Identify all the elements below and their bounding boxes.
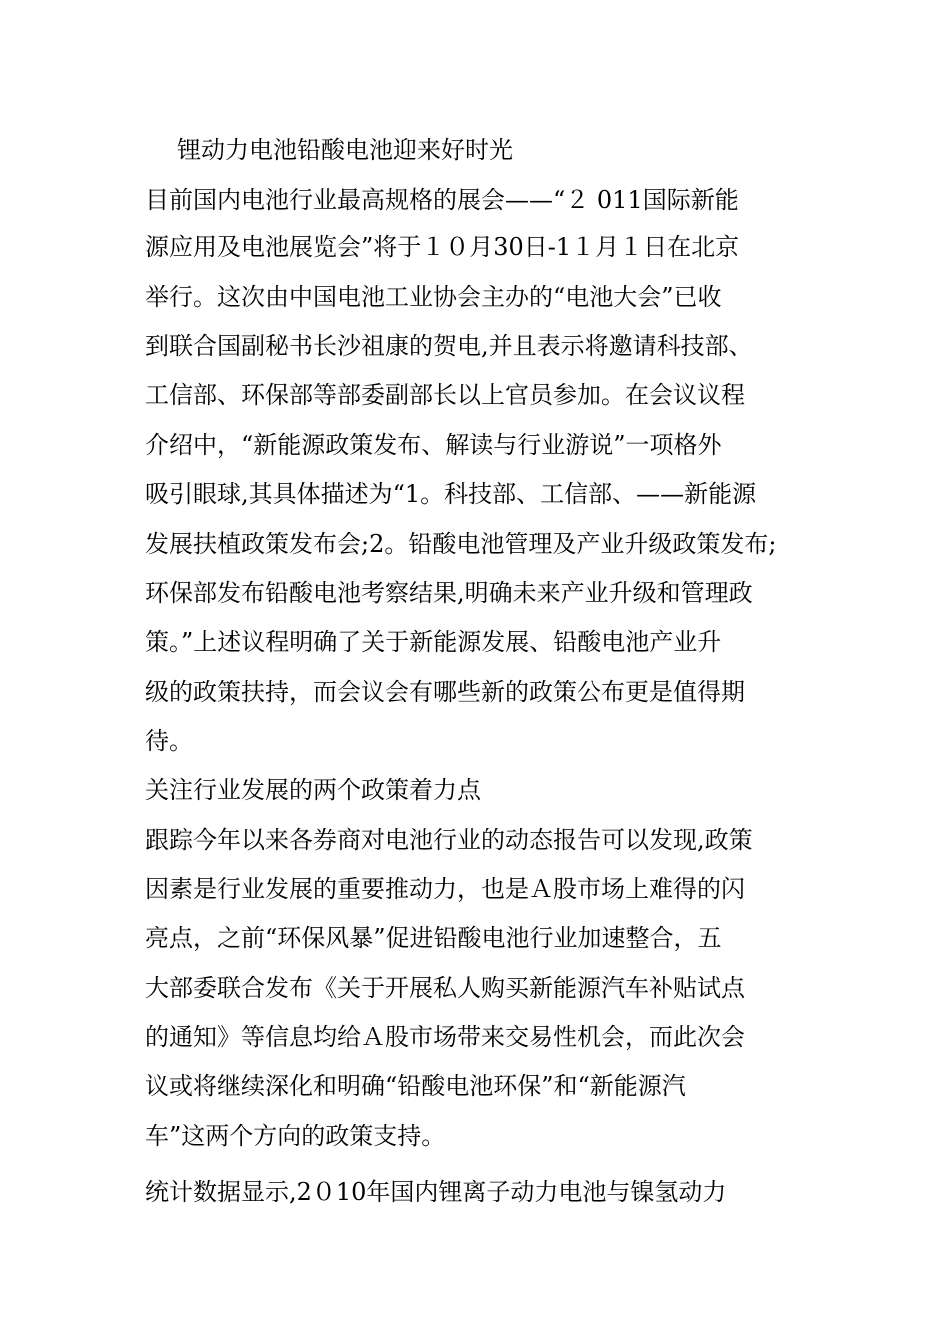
paragraph-line: 策。”上述议程明确了关于新能源发展、铅酸电池产业升 [145,628,722,656]
paragraph-line: 工信部、环保部等部委副部长以上官员参加。在会议议程 [145,381,745,409]
paragraph-line: 亮点，之前“环保风暴”促进铅酸电池行业加速整合，五 [145,924,722,952]
paragraph-line: 因素是行业发展的重要推动力，也是Ａ股市场上难得的闪 [145,875,745,903]
document-title: 锂动力电池铅酸电池迎来好时光 [177,136,513,164]
paragraph-line: 环保部发布铅酸电池考察结果,明确未来产业升级和管理政 [145,579,753,607]
section-heading: 关注行业发展的两个政策着力点 [145,776,481,804]
paragraph-line: 级的政策扶持，而会议会有哪些新的政策公布更是值得期 [145,678,745,706]
paragraph-line: 发展扶植政策发布会;2。铅酸电池管理及产业升级政策发布; [145,530,777,558]
paragraph-line: 待。 [145,727,193,755]
paragraph-line: 跟踪今年以来各券商对电池行业的动态报告可以发现,政策 [145,826,753,854]
paragraph-line: 到联合国副秘书长沙祖康的贺电,并且表示将邀请科技部、 [145,332,753,360]
paragraph-line: 统计数据显示,2０10年国内锂离子动力电池与镍氢动力 [145,1178,727,1206]
paragraph-line: 举行。这次由中国电池工业协会主办的“电池大会”已收 [145,283,722,311]
paragraph-line: 的通知》等信息均给Ａ股市场带来交易性机会，而此次会 [145,1023,745,1051]
paragraph-line: 议或将继续深化和明确“铅酸电池环保”和“新能源汽 [145,1072,686,1100]
paragraph-line: 源应用及电池展览会”将于１０月30日-1１月１日在北京 [145,233,740,261]
paragraph-line: 车”这两个方向的政策支持。 [145,1122,446,1150]
paragraph-line: 大部委联合发布《关于开展私人购买新能源汽车补贴试点 [145,974,745,1002]
paragraph-line: 目前国内电池行业最高规格的展会——“２ 011国际新能 [145,186,739,214]
paragraph-line: 吸引眼球,其具体描述为“1。科技部、工信部、——新能源 [145,480,757,508]
paragraph-line: 介绍中，“新能源政策发布、解读与行业游说”一项格外 [145,431,722,459]
